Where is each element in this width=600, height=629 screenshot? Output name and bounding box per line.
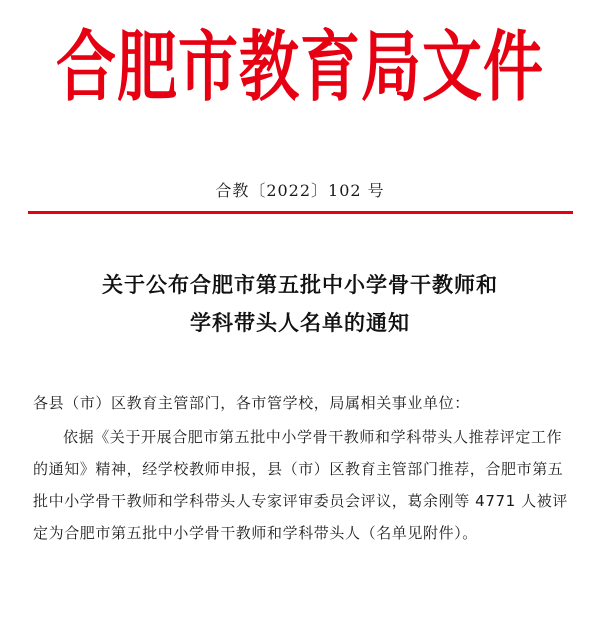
notice-title-line-1: 关于公布合肥市第五批中小学骨干教师和	[102, 272, 498, 297]
masthead-title: 合肥市教育局文件	[56, 22, 544, 113]
notice-title	[0, 266, 600, 342]
document-body	[33, 385, 573, 549]
notice-title-line-2: 学科带头人名单的通知	[190, 310, 410, 335]
body-paragraph: 依据《关于开展合肥市第五批中小学骨干教师和学科带头人推荐评定工作的通知》精神，经学校教师申报，县（市）区教育主管部门推荐，合肥市第五批中小学骨干教师和学科带头人专家评审委员会评议，葛余刚等 4771 人被评定为合肥市第五批中小学骨干教师和学科带头人（名单见附件）。	[33, 428, 568, 542]
red-divider-line	[28, 211, 573, 214]
addressee-line: 各县（市）区教育主管部门，各市管学校，局属相关事业单位：	[33, 394, 470, 412]
document-number: 合教〔2022〕102 号	[215, 181, 385, 200]
